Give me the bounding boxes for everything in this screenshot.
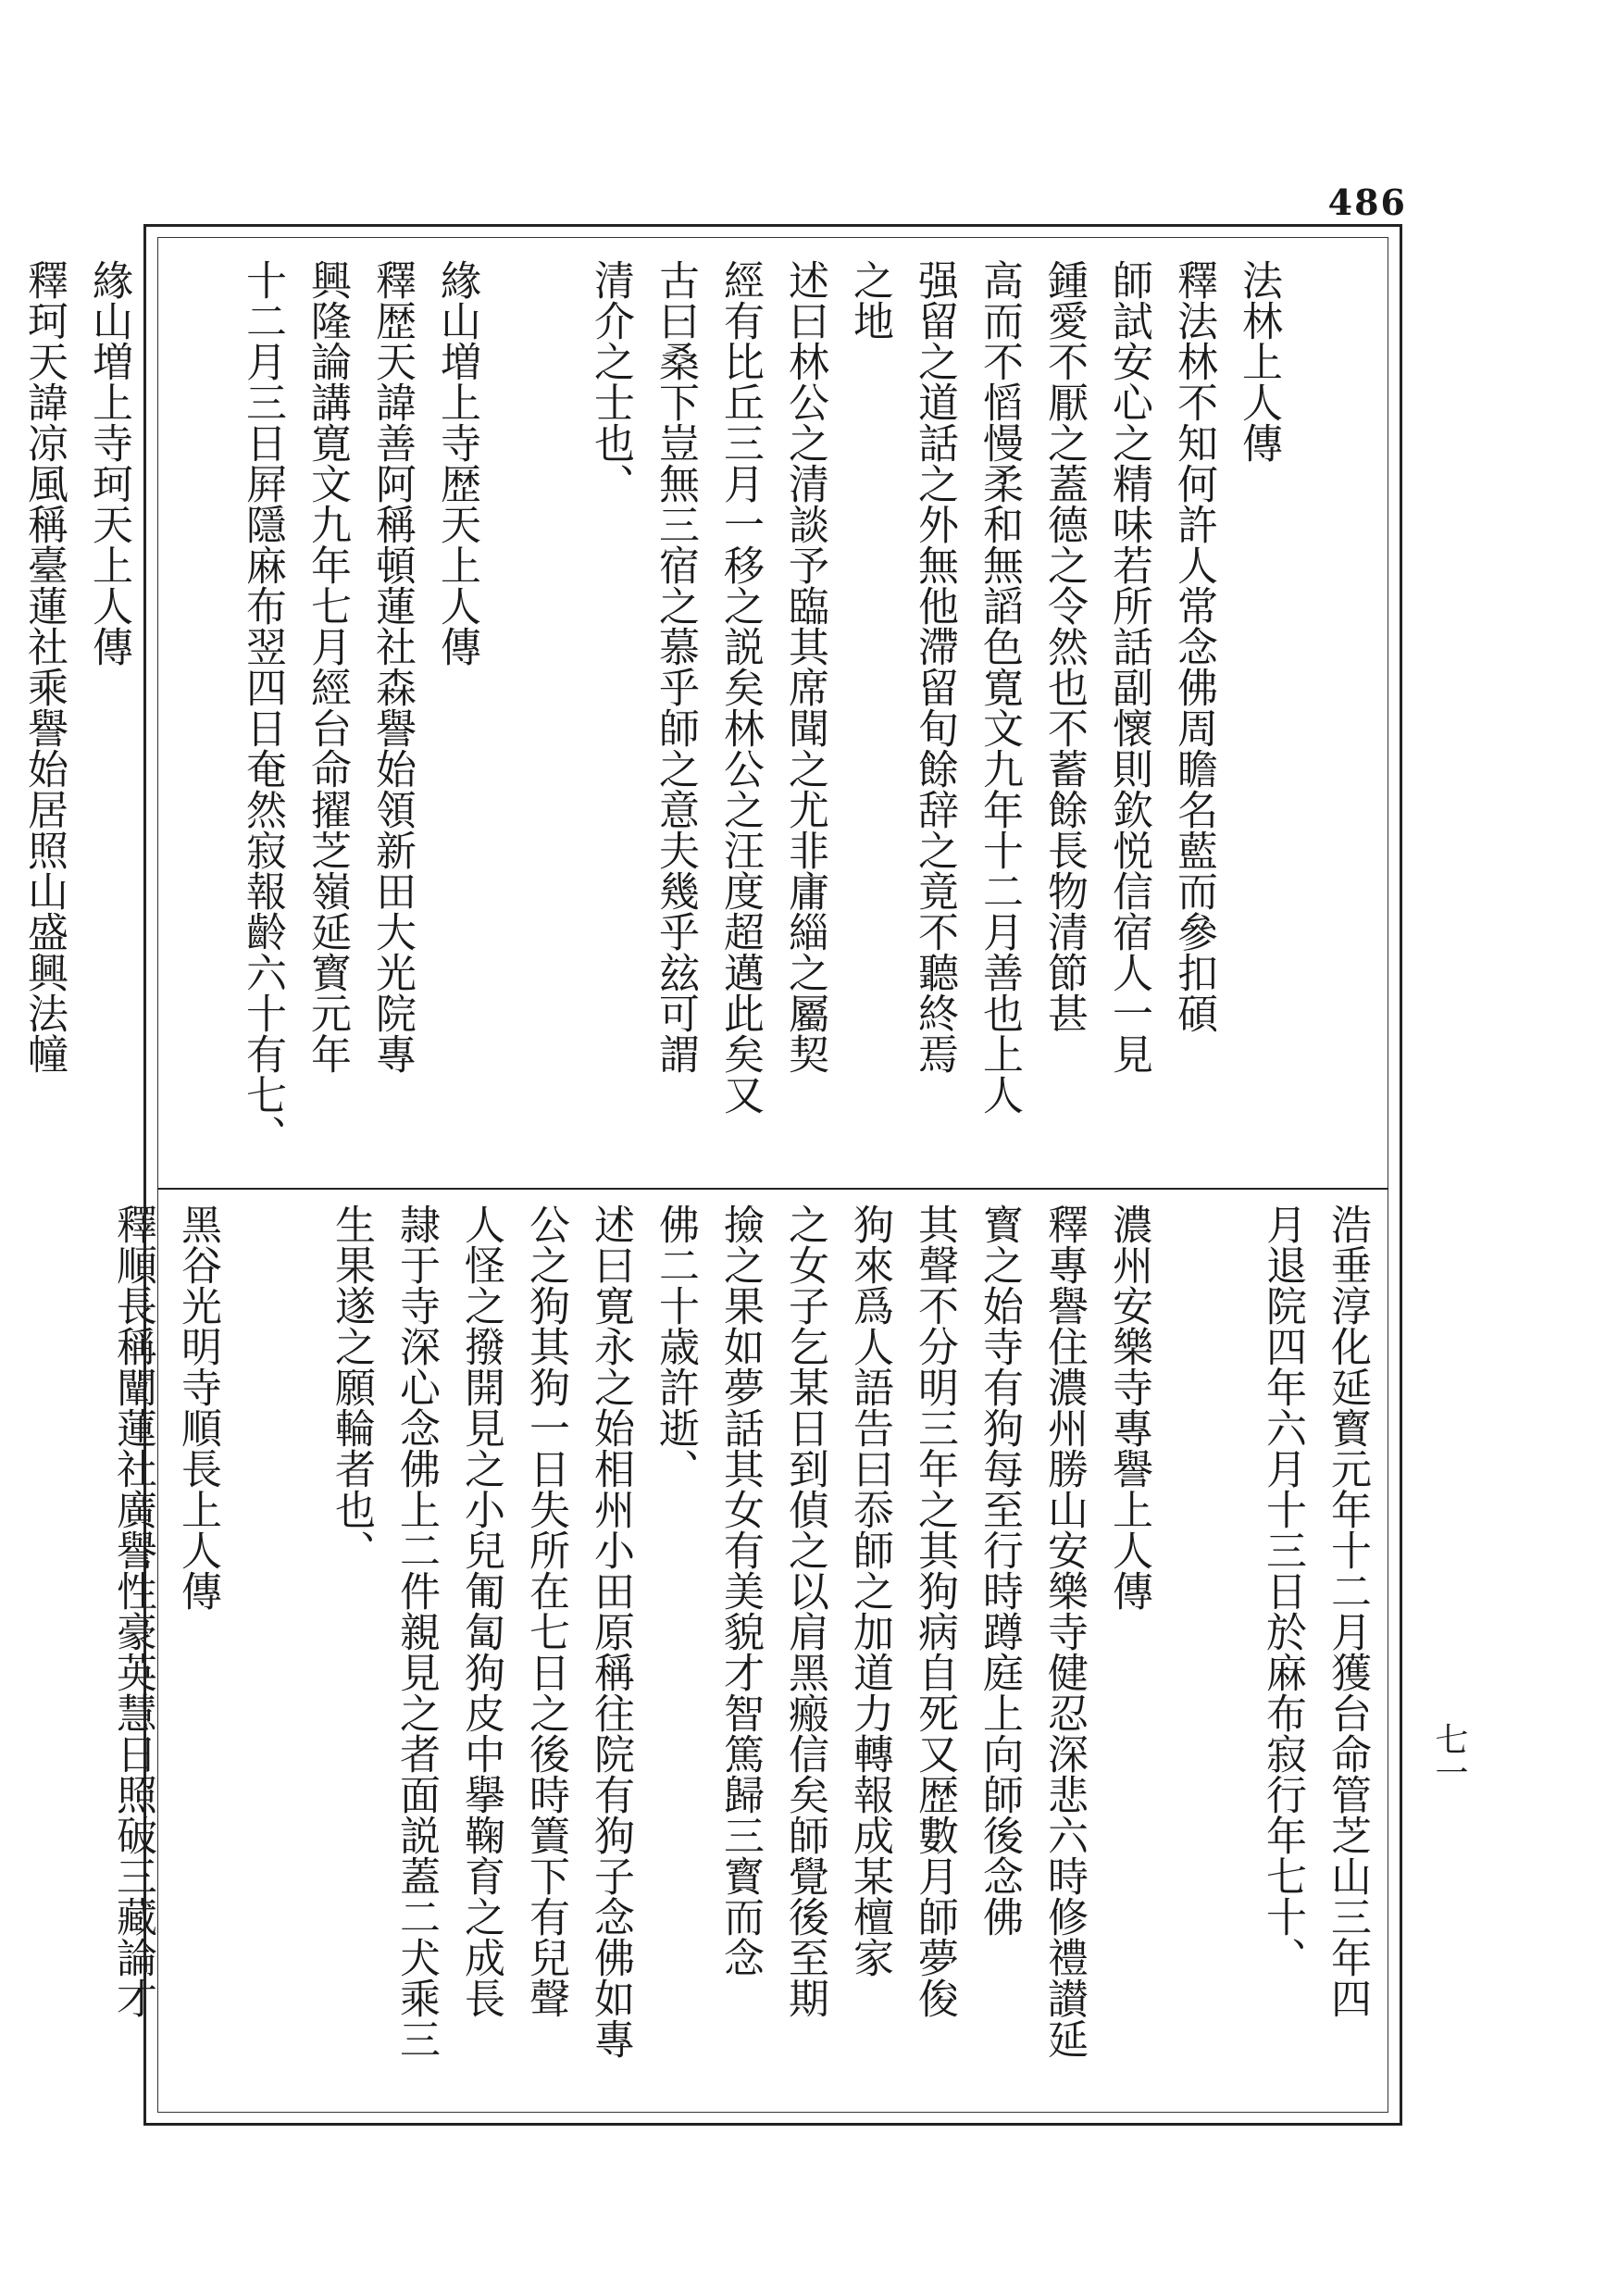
text-column: 師試安心之精味若所話副懷則欽悦信宿人一見	[1105, 259, 1152, 1074]
text-column: 述曰寛永之始相州小田原稱往院有狗子念佛如專	[587, 1204, 634, 2059]
folio-number: 七一	[1430, 1722, 1468, 1789]
biography-title: 緣山増上寺歴天上人傳	[433, 259, 480, 667]
text-column: 佛二十歳許逝、	[652, 1204, 699, 1489]
text-column: 清介之士也、	[587, 259, 634, 504]
text-column: 十二月三日屛隱麻布翌四日奄然寂報齡六十有七、	[239, 259, 286, 1155]
text-column: 鍾愛不厭之蓋德之令然也不蓄餘長物清節甚	[1040, 259, 1088, 1033]
text-column: 古曰桑下豈無三宿之慕乎師之意夫幾乎玆可謂	[652, 259, 699, 1074]
text-column: 釋珂天諱凉風稱臺蓮社乘譽始居照山盛興法幢	[20, 259, 68, 1074]
text-column: 生果遂之願輪者也、	[328, 1204, 375, 1570]
biography-title: 濃州安樂寺專譽上人傳	[1105, 1204, 1152, 1611]
text-column: 釋法林不知何許人常念佛周瞻名藍而參扣碩	[1170, 259, 1217, 1033]
text-column: 釋歴天諱善阿稱頓蓮社森譽始領新田大光院專	[368, 259, 416, 1074]
text-column: 人怪之撥開見之小兒匍匐狗皮中擧鞠育之成長	[457, 1204, 504, 2018]
text-column: 釋專譽住濃州勝山安樂寺健忍深悲六時修禮讃延	[1040, 1204, 1088, 2059]
text-column: 之地	[846, 259, 893, 341]
biography-title: 法林上人傳	[1235, 259, 1282, 463]
text-column: 釋順長稱闡蓮社廣譽性豪英慧日照破三藏論才	[109, 1204, 156, 2018]
text-column: 浩垂淳化延寳元年十二月獲台命管芝山三年四	[1324, 1204, 1371, 2018]
text-column: 述曰林公之清談予臨其席聞之尤非庸緇之屬契	[781, 259, 828, 1074]
text-column: 其聲不分明三年之其狗病自死又歴數月師夢俊	[911, 1204, 958, 2018]
section-divider	[157, 1188, 1388, 1190]
text-column: 之女子乞某日到偵之以肩黑瘢信矣師覺後至期	[781, 1204, 828, 2018]
text-column: 經有比丘三月一移之説矣林公之汪度超邁此矣又	[716, 259, 764, 1115]
biography-title: 緣山増上寺珂天上人傳	[85, 259, 132, 667]
text-column: 撿之果如夢話其女有美貌才智篤歸三寳而念	[716, 1204, 764, 1978]
text-column: 月退院四年六月十三日於麻布寂行年七十、	[1259, 1204, 1306, 1978]
upper-text-panel	[20, 259, 1379, 1167]
text-column: 公之狗其狗一日失所在七日之後時簀下有兒聲	[522, 1204, 569, 2018]
lower-text-panel	[109, 1204, 1379, 2092]
text-column: 狗來爲人語告曰忝師之加道力轉報成某檀家	[846, 1204, 893, 1978]
text-column: 隷于寺深心念佛上二件親見之者面説蓋二犬乘三	[392, 1204, 440, 2059]
text-column: 强留之道話之外無他滯留旬餘辞之竟不聽終焉	[911, 259, 958, 1074]
page-number: 486	[1327, 181, 1407, 223]
text-column: 興隆論講寛文九年七月經台命擢芝嶺延寳元年	[304, 259, 351, 1074]
text-column: 高而不慆慢柔和無謟色寛文九年十二月善也上人	[976, 259, 1023, 1115]
biography-title: 黑谷光明寺順長上人傳	[174, 1204, 221, 1611]
text-column: 寳之始寺有狗每至行時蹲庭上向師後念佛	[976, 1204, 1023, 1937]
